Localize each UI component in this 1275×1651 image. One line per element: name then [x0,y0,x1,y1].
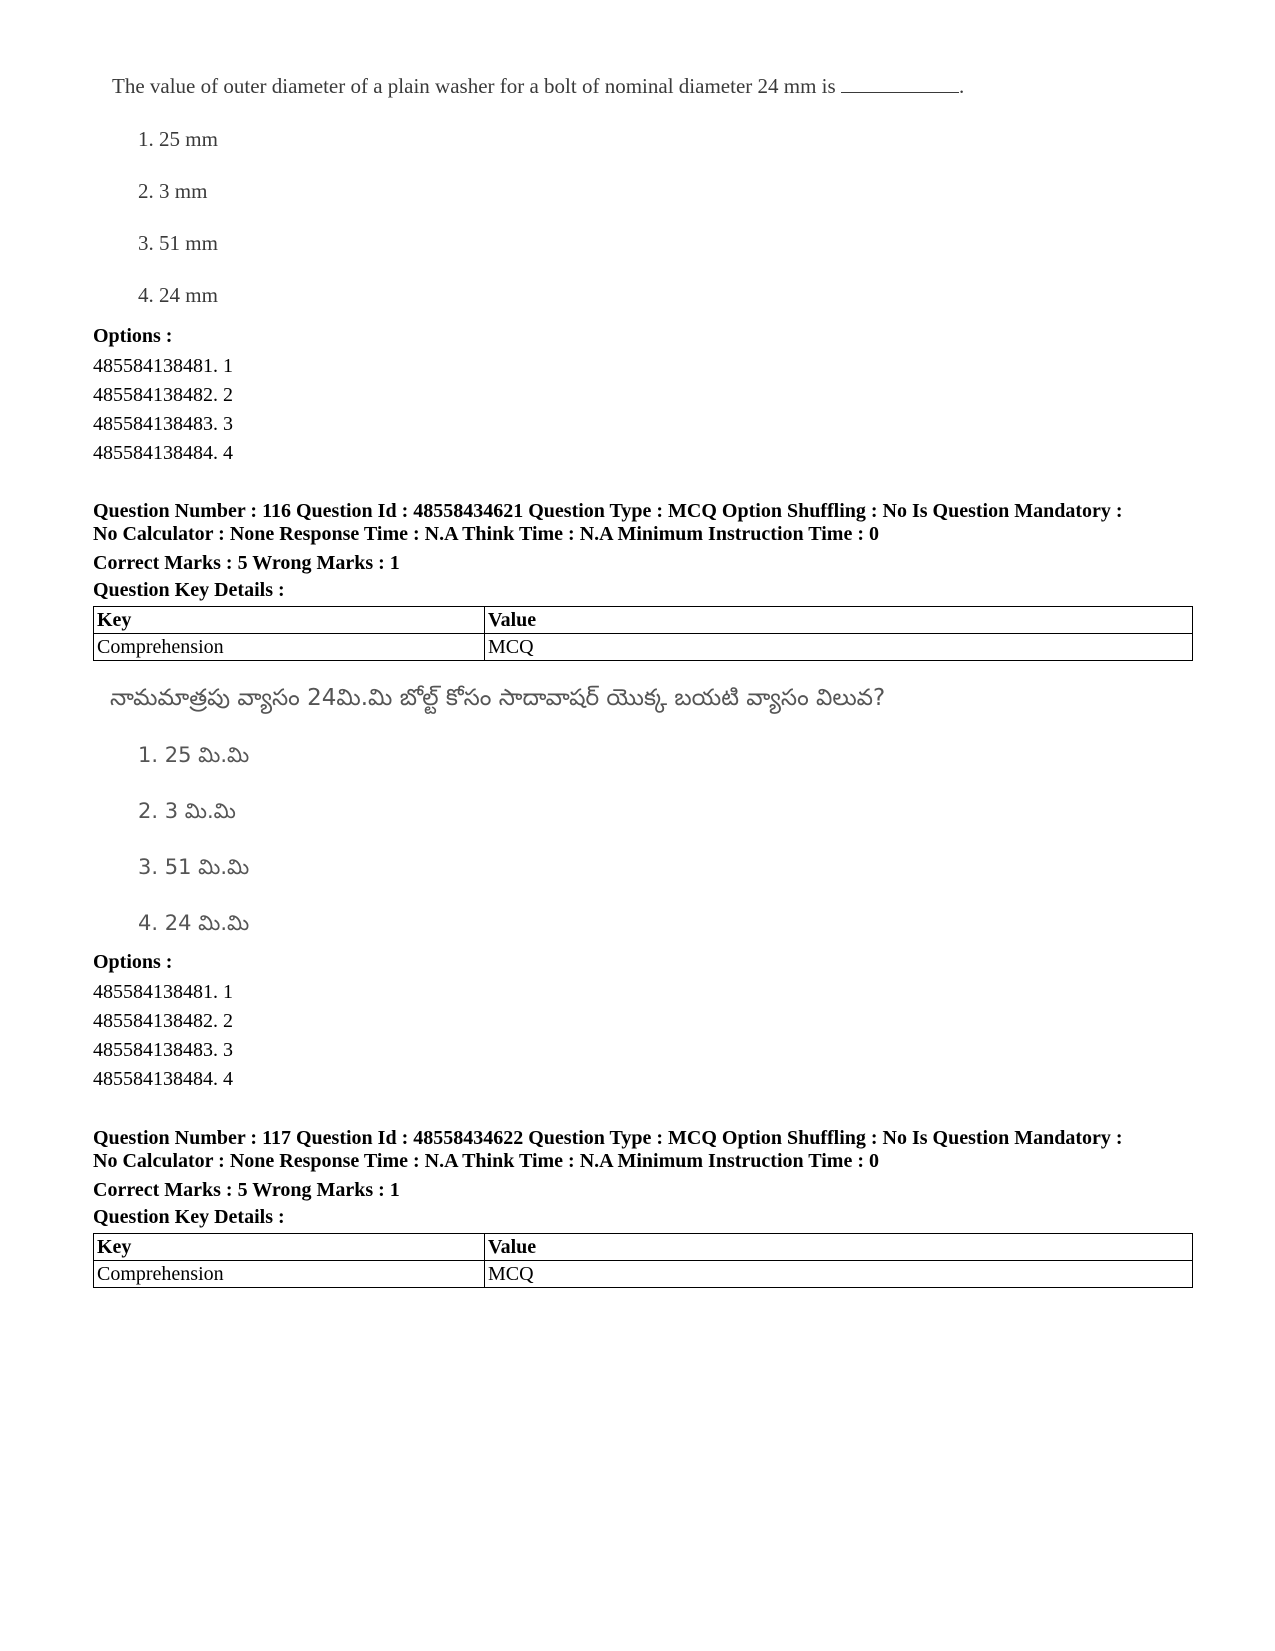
option-item: 485584138484. 4 [93,442,233,464]
answer-blank [841,74,959,93]
table-header-cell: Value [485,1234,1193,1261]
key-details-label: Question Key Details : [93,579,285,601]
option-item: 485584138484. 4 [93,1068,233,1090]
question-meta [93,1127,1193,1173]
question-meta-line: No Calculator : None Response Time : N.A Think Time : N.A Minimum Instruction Time : 0 [93,1150,879,1172]
table-row [94,1261,1193,1288]
choice-1: 1. 25 మి.మి [138,743,250,767]
marks-line: Correct Marks : 5 Wrong Marks : 1 [93,1179,400,1201]
option-item: 485584138483. 3 [93,413,233,435]
table-header-cell: Key [94,1234,485,1261]
choice-4: 4. 24 mm [138,283,218,307]
options-list [93,352,233,468]
option-item: 485584138481. 1 [93,981,233,1003]
question-stem-end: . [958,74,965,98]
options-heading: Options : [93,951,173,973]
table-header-row [94,607,1193,634]
table-cell: Comprehension [94,634,485,661]
option-item: 485584138483. 3 [93,1039,233,1061]
question-stem-text: The value of outer diameter of a plain washer for a bolt of nominal diameter 24 mm is [112,74,836,98]
table-cell: MCQ [485,1261,1193,1288]
key-details-table [93,1233,1193,1288]
choice-3: 3. 51 mm [138,231,218,255]
choice-4: 4. 24 మి.మి [138,911,250,935]
option-item: 485584138482. 2 [93,1010,233,1032]
table-row [94,634,1193,661]
choice-2: 2. 3 mm [138,179,208,203]
choice-3: 3. 51 మి.మి [138,855,250,879]
question-meta-line: Question Number : 116 Question Id : 48558434621 Question Type : MCQ Option Shuffling : No Is Question Mandatory : [93,500,1123,522]
table-header-cell: Value [485,607,1193,634]
question-meta-line: Question Number : 117 Question Id : 48558434622 Question Type : MCQ Option Shuffling : No Is Question Mandatory : [93,1127,1123,1149]
table-header-cell: Key [94,607,485,634]
table-cell: Comprehension [94,1261,485,1288]
question-meta-line: No Calculator : None Response Time : N.A Think Time : N.A Minimum Instruction Time : 0 [93,523,879,545]
question-meta [93,500,1193,546]
choice-2: 2. 3 మి.మి [138,799,236,823]
question-stem-telugu: నామమాత్రపు వ్యాసం 24మి.మి బోల్ట్ కోసం సాదావాషర్ యొక్క బయటి వ్యాసం విలువ? [110,685,886,711]
table-cell: MCQ [485,634,1193,661]
question-stem [112,74,964,99]
options-list [93,978,233,1094]
key-details-label: Question Key Details : [93,1206,285,1228]
option-item: 485584138482. 2 [93,384,233,406]
option-item: 485584138481. 1 [93,355,233,377]
marks-line: Correct Marks : 5 Wrong Marks : 1 [93,552,400,574]
key-details-table [93,606,1193,661]
options-heading: Options : [93,325,173,347]
table-header-row [94,1234,1193,1261]
choice-1: 1. 25 mm [138,127,218,151]
